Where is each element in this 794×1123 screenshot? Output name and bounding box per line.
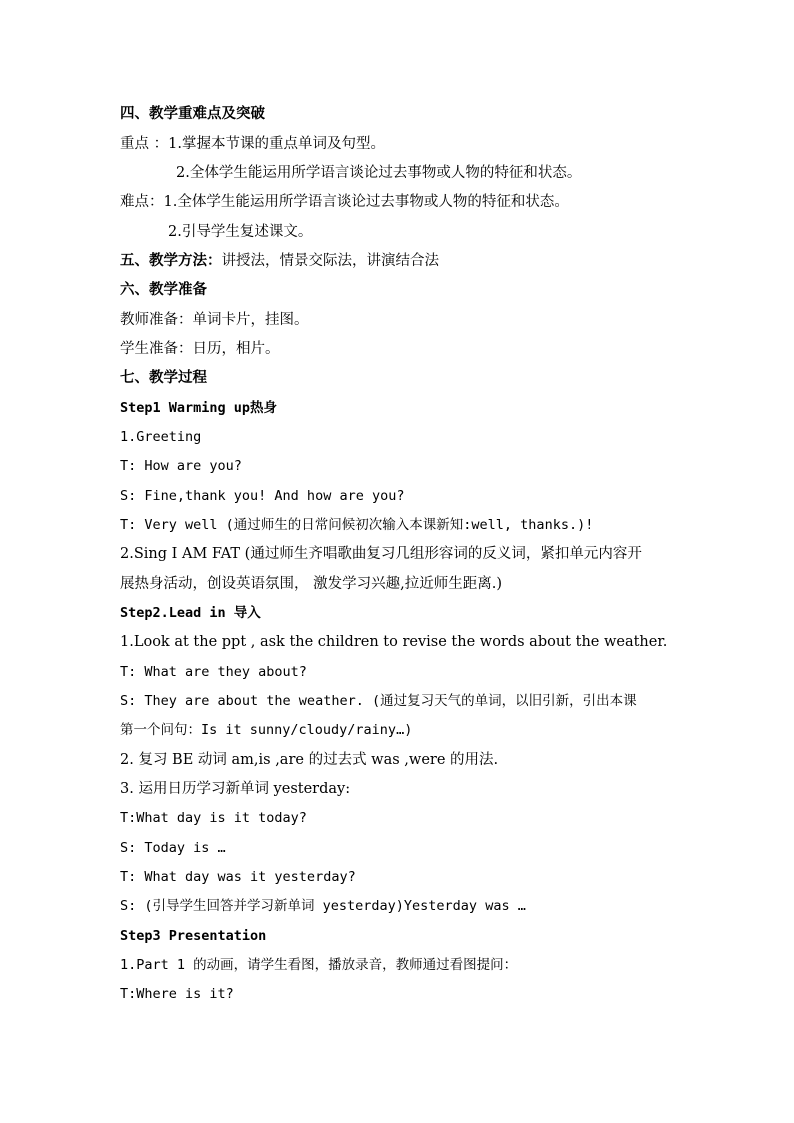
section-4-title: 四、教学重难点及突破 xyxy=(120,105,265,122)
step1-title: Step1 Warming up热身 xyxy=(120,400,278,416)
step1-line-6: 展热身活动，创设英语氛围， 激发学习兴趣,拉近师生距离.) xyxy=(120,576,502,592)
section-5-title: 五、教学方法： xyxy=(120,252,222,269)
step2-line-1: 1.Look at the ppt , ask the children to revise the words about the weather. xyxy=(120,634,668,650)
student-prep: 学生准备：日历，相片。 xyxy=(120,341,280,357)
section-7-title: 七、教学过程 xyxy=(120,369,207,386)
key-point-2: 2.全体学生能运用所学语言谈论过去事物或人物的特征和状态。 xyxy=(176,165,582,181)
section-5 xyxy=(120,251,700,271)
step2-line-10: S: (引导学生回答并学习新单词 yesterday)Yesterday was … xyxy=(120,898,526,914)
difficult-point-2: 2.引导学生复述课文。 xyxy=(168,224,313,240)
section-5-content: 讲授法，情景交际法，讲演结合法 xyxy=(221,253,439,269)
section-6-title: 六、教学准备 xyxy=(120,281,207,298)
step1-line-5: 2.Sing I AM FAT (通过师生齐唱歌曲复习几组形容词的反义词，紧扣单元内容开 xyxy=(120,546,642,562)
teacher-prep: 教师准备：单词卡片，挂图。 xyxy=(120,312,309,328)
step2-line-5: 2. 复习 BE 动词 am,is ,are 的过去式 was ,were 的用法. xyxy=(120,752,499,768)
step1-line-3: S: Fine,thank you! And how are you? xyxy=(120,488,405,504)
step2-line-7: T:What day is it today? xyxy=(120,810,307,826)
difficult-point-1: 难点：1.全体学生能运用所学语言谈论过去事物或人物的特征和状态。 xyxy=(120,194,569,210)
step2-line-2: T: What are they about? xyxy=(120,664,307,680)
key-point-1: 重点 ：1.掌握本节课的重点单词及句型。 xyxy=(120,136,385,152)
step2-line-9: T: What day was it yesterday? xyxy=(120,869,356,885)
step2-title: Step2.Lead in 导入 xyxy=(120,605,261,621)
step2-line-6: 3. 运用日历学习新单词 yesterday: xyxy=(120,781,351,797)
step3-line-1: 1.Part 1 的动画，请学生看图，播放录音，教师通过看图提问： xyxy=(120,957,518,973)
step2-line-3: S: They are about the weather. (通过复习天气的单词，以旧引新，引出本课 xyxy=(120,693,637,709)
step1-line-4: T: Very well (通过师生的日常问候初次输入本课新知:well, thanks.)! xyxy=(120,517,594,533)
step3-title: Step3 Presentation xyxy=(120,928,267,944)
step3-line-2: T:Where is it? xyxy=(120,986,234,1002)
step2-line-4: 第一个问句：Is it sunny/cloudy/rainy…) xyxy=(120,722,413,738)
step1-line-1: 1.Greeting xyxy=(120,429,202,445)
step1-line-2: T: How are you? xyxy=(120,458,242,474)
step2-line-8: S: Today is … xyxy=(120,840,226,856)
